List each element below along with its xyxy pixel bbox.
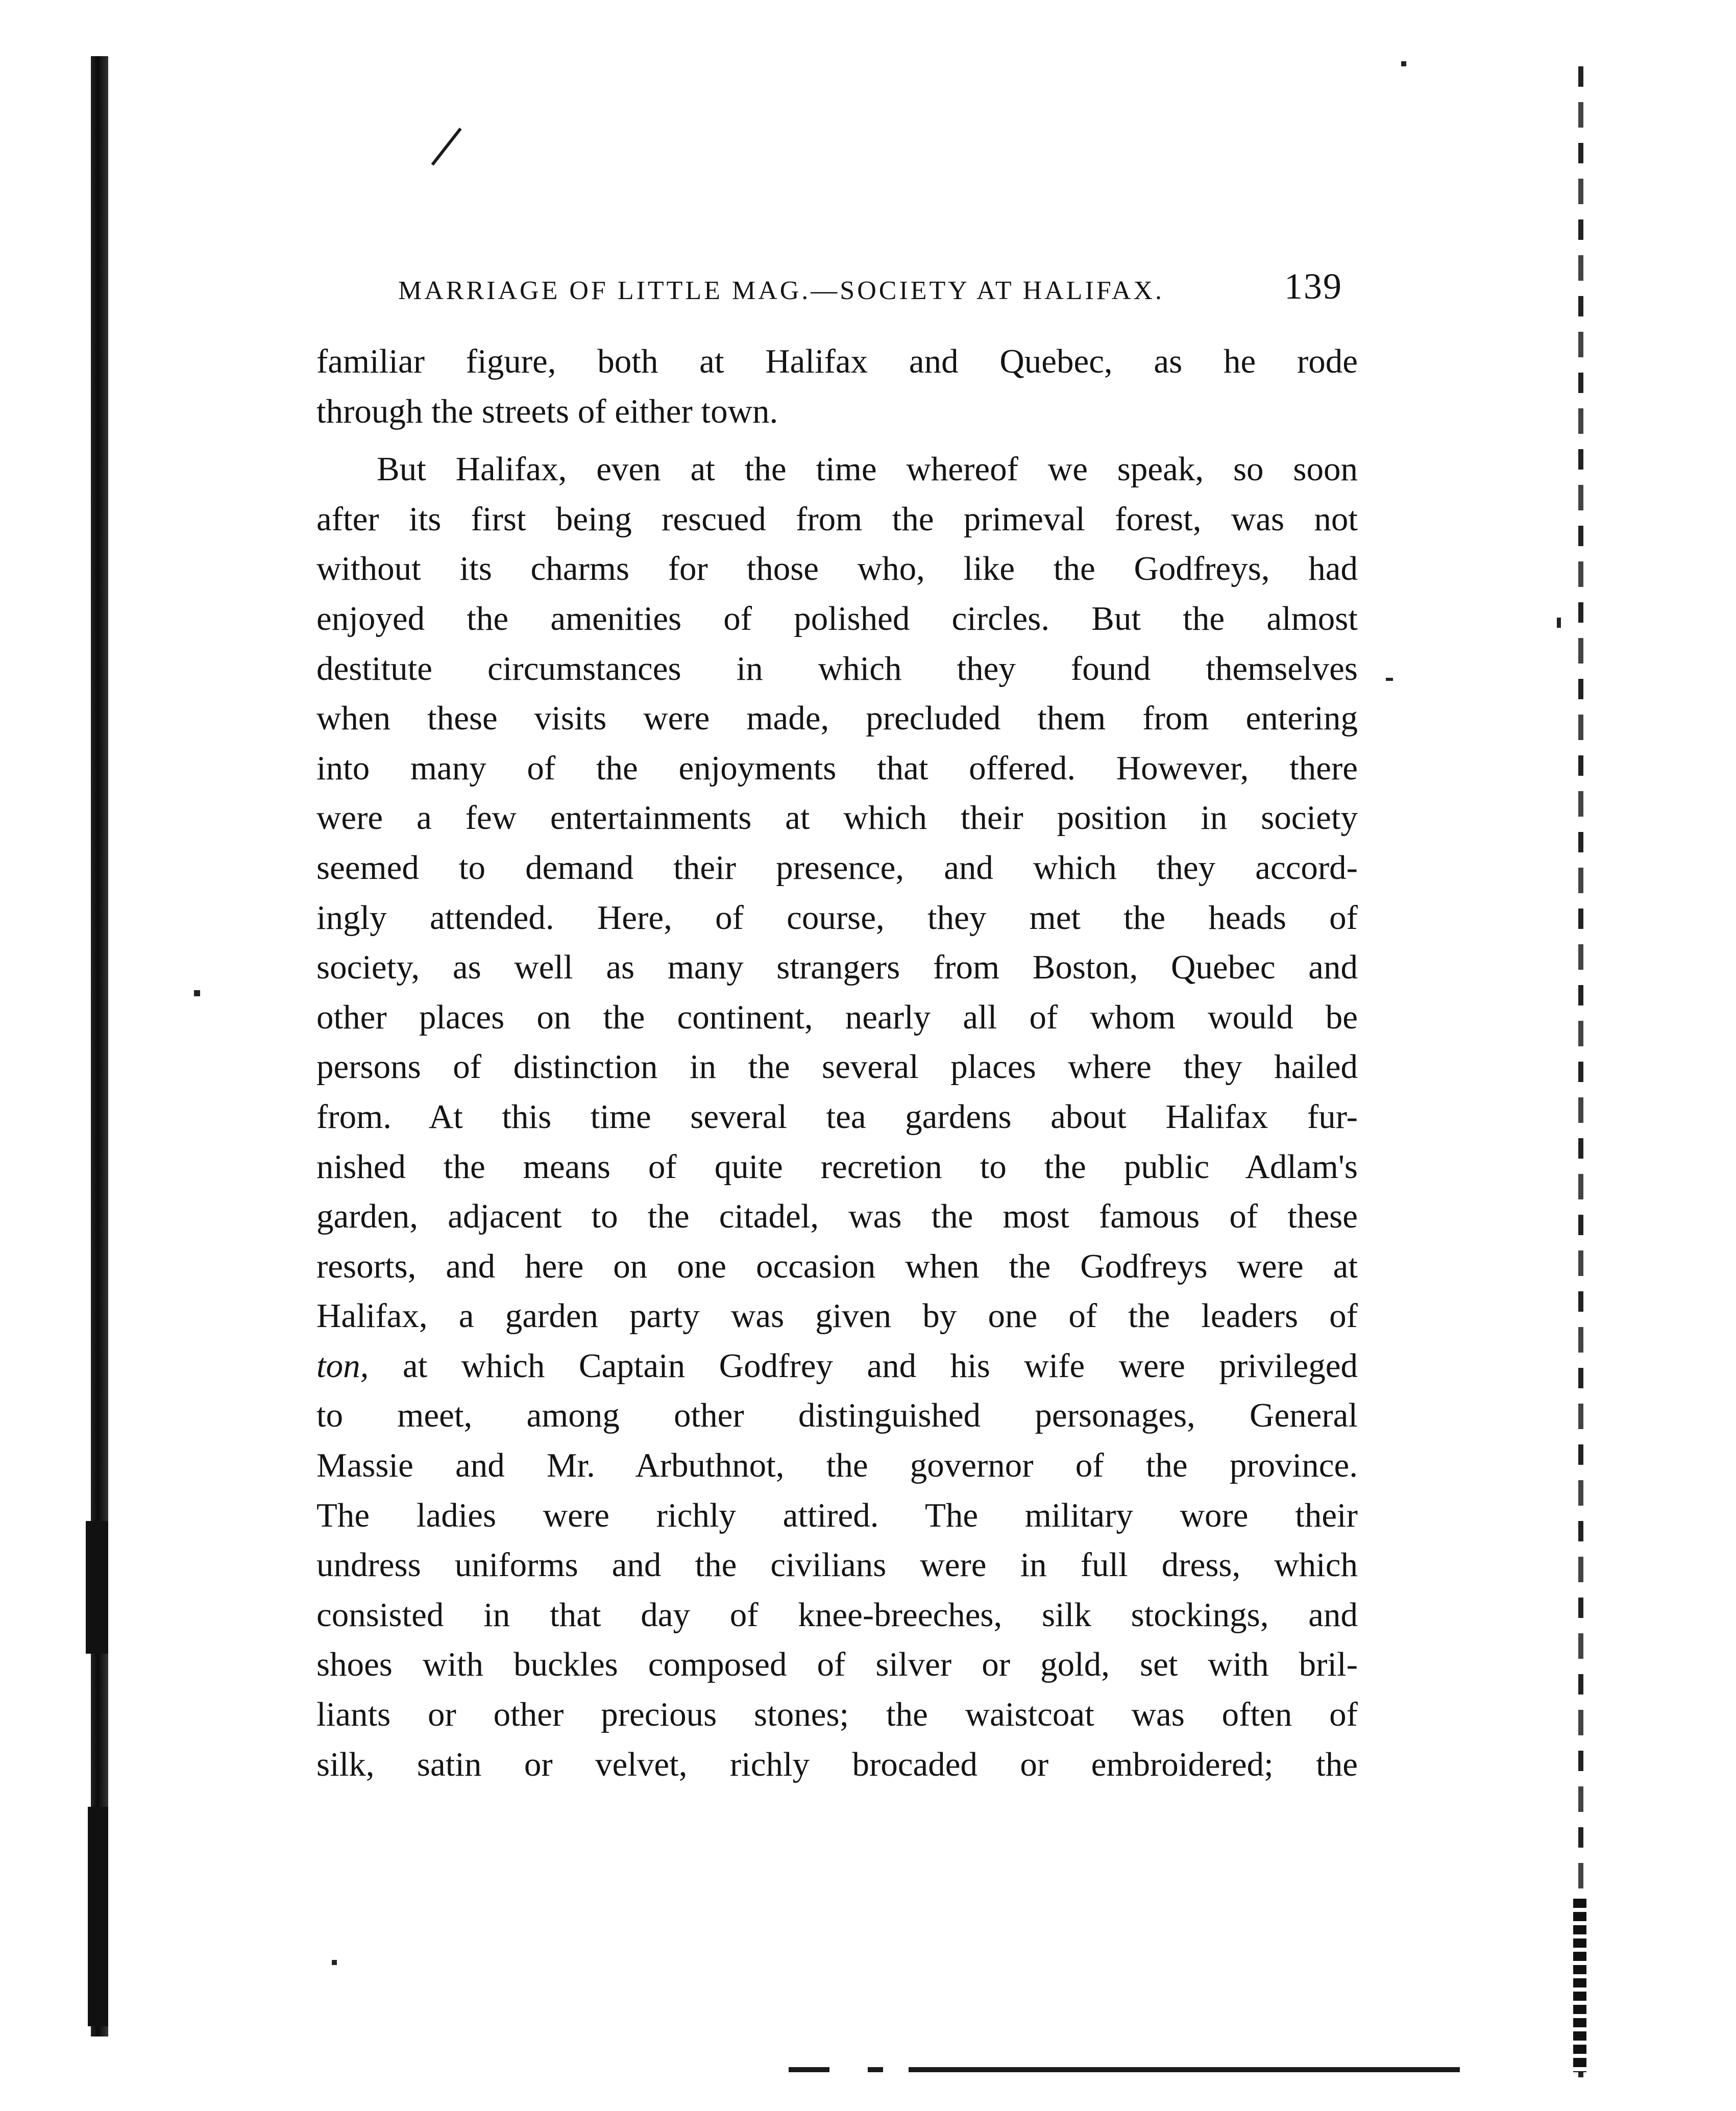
binding-mark bbox=[86, 1521, 108, 1654]
text-line: through the streets of either town. bbox=[316, 392, 778, 430]
text-line: The ladies were richly attired. The military wore their bbox=[316, 1496, 1358, 1534]
text-line: Massie and Mr. Arbuthnot, the governor of the province. bbox=[316, 1446, 1358, 1485]
italic-word: ton, bbox=[316, 1346, 369, 1385]
body-text bbox=[316, 337, 1358, 1789]
text-line: society, as well as many strangers from Boston, Quebec and bbox=[316, 948, 1358, 987]
scan-speck bbox=[1386, 678, 1393, 681]
text-line: persons of distinction in the several places where they hailed bbox=[316, 1048, 1358, 1086]
text-line: destitute circumstances in which they found themselves bbox=[316, 649, 1358, 688]
text-line: when these visits were made, precluded them from entering bbox=[316, 699, 1358, 738]
text-line: after its first being rescued from the primeval forest, was not bbox=[316, 500, 1358, 538]
left-binding-shadow bbox=[91, 56, 108, 2036]
text-line: resorts, and here on one occasion when the Godfreys were at bbox=[316, 1247, 1358, 1285]
text-line: seemed to demand their presence, and which they accord- bbox=[316, 848, 1358, 887]
text-line bbox=[316, 1341, 1358, 1391]
pencil-mark bbox=[431, 128, 462, 166]
text-line: garden, adjacent to the citadel, was the most famous of these bbox=[316, 1197, 1358, 1236]
text-line: were a few entertainments at which their position in society bbox=[316, 799, 1358, 837]
paragraph bbox=[316, 445, 1358, 1789]
text-line: Halifax, a garden party was given by one of the leaders of bbox=[316, 1297, 1358, 1335]
text-line-rest: at which Captain Godfrey and his wife were privileged bbox=[369, 1346, 1358, 1385]
text-line: consisted in that day of knee-breeches, silk stockings, and bbox=[316, 1595, 1358, 1634]
text-line: But Halifax, even at the time whereof we speak, so soon bbox=[377, 450, 1358, 488]
paragraph bbox=[316, 337, 1358, 436]
scan-speck bbox=[332, 1960, 337, 1965]
running-head bbox=[316, 265, 1358, 322]
book-page bbox=[316, 265, 1358, 1789]
bottom-scan-rule bbox=[868, 2067, 883, 2072]
text-line: familiar figure, both at Halifax and Quebec, as he rode bbox=[316, 342, 1358, 380]
right-page-edge bbox=[1578, 66, 1583, 2082]
text-line: without its charms for those who, like the Godfreys, had bbox=[316, 550, 1358, 588]
text-line: liants or other precious stones; the waistcoat was often of bbox=[316, 1696, 1358, 1734]
right-page-edge-shadow bbox=[1573, 1899, 1586, 2072]
running-title: MARRIAGE OF LITTLE MAG.—SOCIETY AT HALIFAX. bbox=[398, 276, 1165, 305]
scan-speck bbox=[194, 990, 200, 996]
text-line: from. At this time several tea gardens about Halifax fur- bbox=[316, 1097, 1358, 1136]
text-line: nished the means of quite recretion to the public Adlam's bbox=[316, 1147, 1358, 1186]
text-line: other places on the continent, nearly all of whom would be bbox=[316, 998, 1358, 1036]
scan-speck bbox=[1401, 61, 1406, 66]
text-line: ingly attended. Here, of course, they met the heads of bbox=[316, 898, 1358, 937]
binding-mark bbox=[88, 1807, 108, 2026]
bottom-scan-rule bbox=[789, 2067, 829, 2072]
page-number: 139 bbox=[1284, 266, 1342, 307]
text-line: to meet, among other distinguished personages, General bbox=[316, 1396, 1358, 1435]
bottom-scan-rule bbox=[909, 2067, 1460, 2072]
text-line: silk, satin or velvet, richly brocaded or embroidered; the bbox=[316, 1745, 1358, 1783]
text-line: into many of the enjoyments that offered. However, there bbox=[316, 749, 1358, 787]
text-line: shoes with buckles composed of silver or gold, set with bril- bbox=[316, 1646, 1358, 1684]
text-line: enjoyed the amenities of polished circles. But the almost bbox=[316, 599, 1358, 637]
text-line: undress uniforms and the civilians were in full dress, which bbox=[316, 1546, 1358, 1584]
scan-speck bbox=[1557, 618, 1561, 628]
